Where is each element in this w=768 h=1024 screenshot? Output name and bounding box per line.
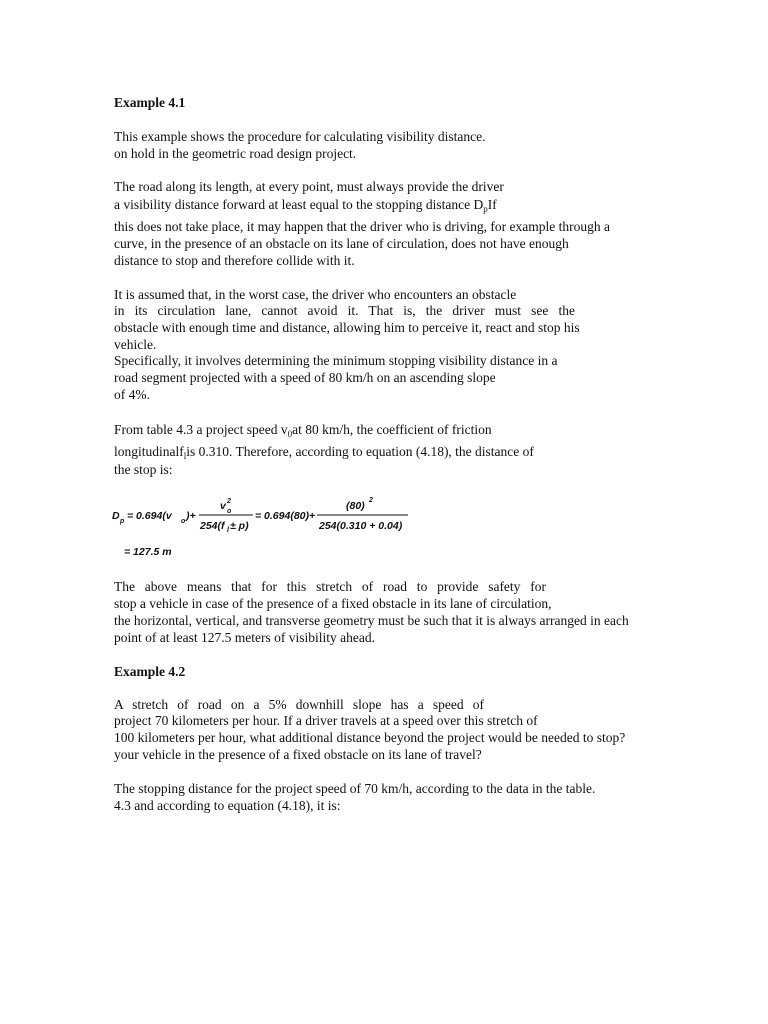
eq-term-1-close: )+ — [186, 510, 196, 522]
paragraph-line: The road along its length, at every point, must always provide the driver — [114, 179, 504, 194]
paragraph-line: distance to stop and therefore collide with it. — [114, 253, 355, 268]
stopping-distance-equation — [110, 492, 410, 562]
text-run: longitudinalf — [114, 444, 184, 459]
paragraph-line: road segment projected with a speed of 80 km/h on an ascending slope — [114, 370, 496, 385]
eq-lhs: D — [112, 510, 120, 522]
example-4-1-heading: Example 4.1 — [114, 95, 186, 110]
paragraph-line — [114, 421, 492, 438]
paragraph-line: project 70 kilometers per hour. If a driver travels at a speed over this stretch of — [114, 713, 538, 728]
eq-frac1-den-sub: l — [227, 527, 229, 534]
paragraph-line: curve, in the presence of an obstacle on its lane of circulation, does not have enough — [114, 236, 569, 251]
paragraph-line: The stopping distance for the project speed of 70 km/h, according to the data in the table. — [114, 781, 596, 796]
eq-term-1: = 0.694(v — [127, 510, 172, 522]
text-run: From table 4.3 a project speed v — [114, 422, 288, 437]
paragraph-line: vehicle. — [114, 337, 157, 352]
paragraph-line — [114, 443, 534, 460]
example-4-2-heading: Example 4.2 — [114, 664, 186, 679]
eq-frac2-denominator: 254(0.310 + 0.04) — [319, 520, 403, 532]
paragraph-line: the horizontal, vertical, and transverse geometry must be such that it is always arranged in each — [114, 613, 629, 628]
paragraph-line: in its circulation lane, cannot avoid it. That is, the driver must see the — [114, 303, 575, 318]
text-run: at 80 km/h, the coefficient of friction — [292, 422, 492, 437]
paragraph-line: the stop is: — [114, 462, 173, 477]
eq-term-2: = 0.694(80)+ — [255, 510, 316, 522]
text-run: If — [487, 197, 497, 212]
paragraph-line: 100 kilometers per hour, what additional distance beyond the project would be needed to stop? — [114, 730, 626, 745]
subscript: p — [483, 204, 488, 214]
eq-frac1-numerator: v — [220, 500, 226, 512]
paragraph-line: on hold in the geometric road design project. — [114, 146, 357, 161]
paragraph-line: this does not take place, it may happen that the driver who is driving, for example through a — [114, 219, 610, 234]
eq-frac1-den-b: ± p) — [230, 520, 249, 532]
paragraph-line: your vehicle in the presence of a fixed obstacle on its lane of travel? — [114, 747, 482, 762]
eq-frac1-num-sub: o — [227, 508, 232, 515]
eq-term-1-sub: o — [181, 518, 186, 525]
paragraph-line — [114, 196, 497, 213]
eq-lhs-sub: p — [120, 518, 125, 525]
eq-frac1-den-a: 254(f — [200, 520, 225, 532]
paragraph-line: obstacle with enough time and distance, allowing him to perceive it, react and stop his — [114, 320, 580, 335]
paragraph-line: The above means that for this stretch of road to provide safety for — [114, 579, 546, 594]
paragraph-line: point of at least 127.5 meters of visibility ahead. — [114, 630, 375, 645]
paragraph-line: A stretch of road on a 5% downhill slope has a speed of — [114, 697, 484, 712]
paragraph-line: Specifically, it involves determining the minimum stopping visibility distance in a — [114, 353, 558, 368]
text-run: a visibility distance forward at least equal to the stopping distance D — [114, 197, 484, 212]
subscript: 0 — [287, 429, 293, 439]
paragraph-line: 4.3 and according to equation (4.18), it is: — [114, 798, 341, 813]
eq-frac2-num-sup: 2 — [369, 497, 373, 504]
paragraph-line: It is assumed that, in the worst case, the driver who encounters an obstacle — [114, 287, 517, 302]
eq-result: = 127.5 m — [124, 546, 172, 558]
eq-frac1-num-sup: 2 — [227, 498, 231, 505]
eq-frac2-numerator: (80) — [346, 500, 365, 512]
paragraph-line: This example shows the procedure for calculating visibility distance. — [114, 129, 486, 144]
text-run: is 0.310. Therefore, according to equation (4.18), the distance of — [186, 444, 534, 459]
paragraph-line: of 4%. — [114, 387, 150, 402]
paragraph-line: stop a vehicle in case of the presence of a fixed obstacle in its lane of circulation, — [114, 596, 552, 611]
subscript: l — [183, 451, 187, 461]
